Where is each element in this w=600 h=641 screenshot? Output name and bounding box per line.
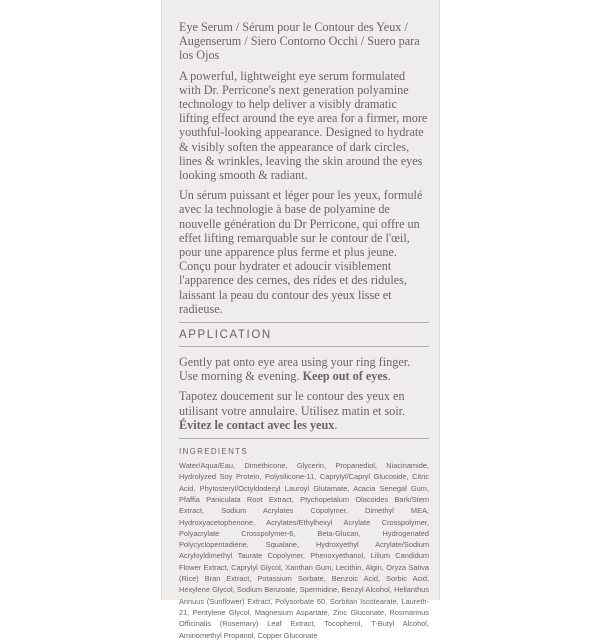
application-french-warning: Évitez le contact avec les yeux xyxy=(179,417,335,432)
application-french-text: Tapotez doucement sur le contour des yeux en utilisant votre annulaire. Utilisez matin et soir. xyxy=(179,389,406,418)
application-french-period: . xyxy=(334,417,338,432)
ingredients-heading: INGREDIENTS xyxy=(179,447,248,457)
section-divider xyxy=(179,322,429,323)
application-english-text: Gently pat onto eye area using your ring finger. Use morning & evening. xyxy=(179,355,411,384)
application-heading: APPLICATION xyxy=(179,329,272,342)
description-english: A powerful, lightweight eye serum formulated with Dr. Perricone's next generation polyamine technology to help deliver a visibly dramatic lifting effect around the eye area for a firmer, more youthful-looking appearance. Designed to hydrate & visibly soften the appearance of dark circles, lines & wrinkles, leaving the skin around the eyes looking smooth & radiant. xyxy=(179,68,428,183)
application-french xyxy=(179,389,429,432)
carton-side-panel xyxy=(161,0,440,640)
application-english-period: . xyxy=(387,369,391,384)
application-english xyxy=(179,355,429,383)
panel-content xyxy=(179,20,429,641)
application-english-warning: Keep out of eyes xyxy=(302,369,388,384)
ingredients-divider xyxy=(179,438,429,439)
description-french: Un sérum puissant et léger pour les yeux, formulé avec la technologie à base de polyamine de nouvelle génération du Dr Perricone, qui offre un effet lifting remarquable sur le contour de l'œil, pour une apparence plus ferme et plus jeune. Conçu pour hydrater et adoucir visiblement l'apparence des cernes, des rides et des ridules, laissant la peau du contour des yeux lisse et radieuse. xyxy=(179,188,423,316)
application-divider xyxy=(179,346,429,347)
product-title: Eye Serum / Sérum pour le Contour des Yeux / Augenserum / Siero Contorno Occhi / Suero para los Ojos xyxy=(179,20,420,63)
ingredients-list: Water/Aqua/Eau, Dimethicone, Glycerin, Propanediol, Niacinamide, Hydrolyzed Soy Protein, Polysilicone-11, Caprylyl/Capryl Glucoside, Citric Acid, Phytosteryl/Octyldodecyl Lauroyl Glutamate, Acacia Senegal Gum, Pfaffia Paniculata Root Extract, Ptychopetalum Olacoides Bark/Stem Extract, Sodium Acrylates Copolymer, Dimethyl MEA, Hydroxyacetophenone, Acrylates/Ethylhexyl Acrylate Crosspolymer, Polyacrylate Crosspolymer-6, Beta-Glucan, Hydrogenated Polycyclopentadiene, Squalane, Hydroxyethyl Acrylate/Sodium Acryloyldimethyl Taurate Copolymer, Phenoxyethanol, Lilium Candidum Flower Extract, Caprylyl Glycol, Xanthan Gum, Lecithin, Algin, Oryza Sativa (Rice) Bran Extract, Potassium Sorbate, Benzoic Acid, Sorbic Acid, Hexylene Glycol, Sodium Benzoate, Spermidine, Benzyl Alcohol, Helianthus Annuus (Sunflower) Extract, Polysorbate 60, Sorbitan Isostearate, Laureth-21, Pentylene Glycol, Magnesium Aspartate, Zinc Gluconate, Rosmarinus Officinalis (Rosemary) Leaf Extract, Tocopherol, T-Butyl Alcohol, Aminomethyl Propanol, Copper Gluconate xyxy=(179,461,429,640)
